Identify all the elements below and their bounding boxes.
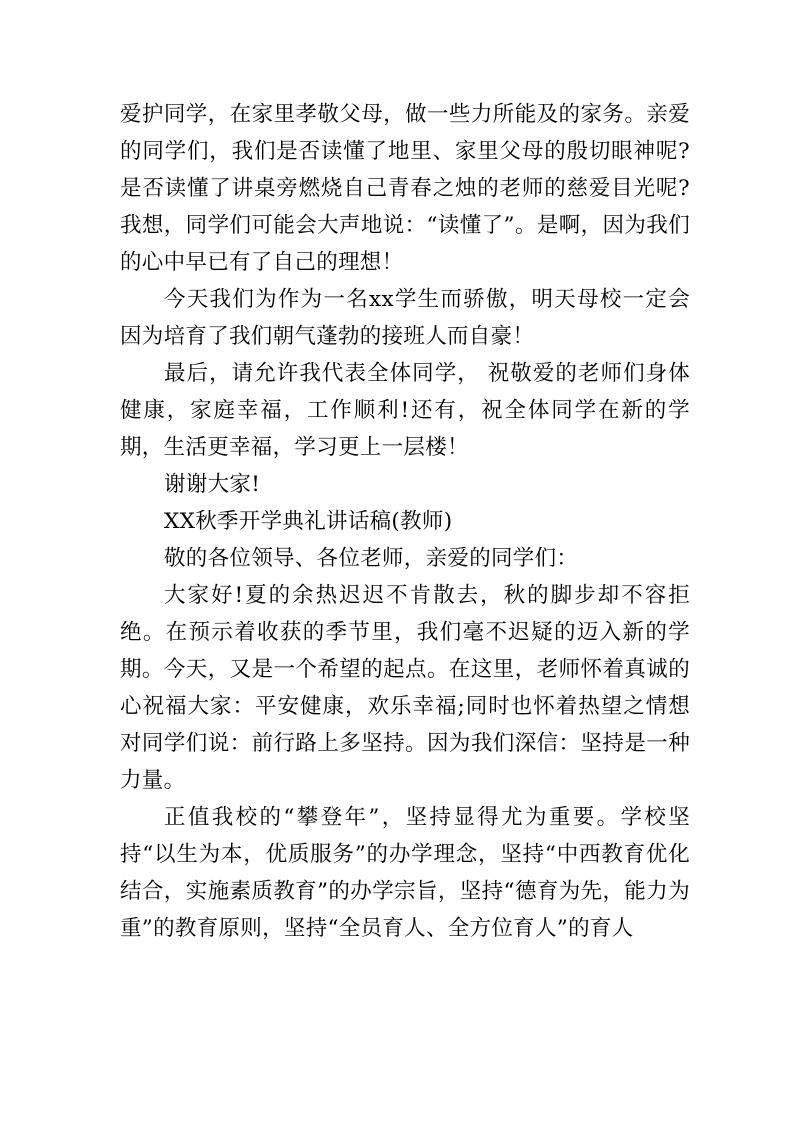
paragraph-salutation: 敬的各位领导、各位老师，亲爱的同学们： — [164, 546, 579, 571]
section-title: XX秋季开学典礼讲话稿(教师) — [164, 509, 453, 534]
paragraph-thanks: 谢谢大家! — [164, 472, 261, 497]
paragraph-continuation: 爱护同学，在家里孝敬父母，做一些力所能及的家务。亲爱的同学们，我们是否读懂了地里、家里父母的殷切眼神呢?是否读懂了讲桌旁燃烧自己青春之烛的老师的慈爱目光呢?我想，同学们可能会大声地说：“读懂了”。是啊，因为我们的心中早已有了自己的理想！ — [120, 102, 690, 275]
paragraph-greeting: 大家好!夏的余热迟迟不肯散去，秋的脚步却不容拒绝。在预示着收获的季节里，我们毫不迟疑的迈入新的学期。今天，又是一个希望的起点。在这里，老师怀着真诚的心祝福大家：平安健康，欢乐幸福;同时也怀着热望之情想对同学们说：前行路上多坚持。因为我们深信：坚持是一种力量。 — [120, 583, 690, 793]
paragraph-closing-wishes: 最后，请允许我代表全体同学， 祝敬爱的老师们身体健康，家庭幸福，工作顺利!还有，祝全体同学在新的学期，生活更幸福，学习更上一层楼！ — [120, 361, 690, 460]
paragraph-school-principles: 正值我校的“攀登年”，坚持显得尤为重要。学校坚持“以生为本，优质服务”的办学理念，坚持“中西教育优化结合，实施素质教育”的办学宗旨，坚持“德育为先，能力为重”的教育原则，坚持“全员育人、全方位育人”的育人 — [120, 805, 690, 941]
document-body — [120, 96, 690, 947]
paragraph-pride: 今天我们为作为一名xx学生而骄傲，明天母校一定会因为培育了我们朝气蓬勃的接班人而自豪！ — [120, 287, 690, 349]
